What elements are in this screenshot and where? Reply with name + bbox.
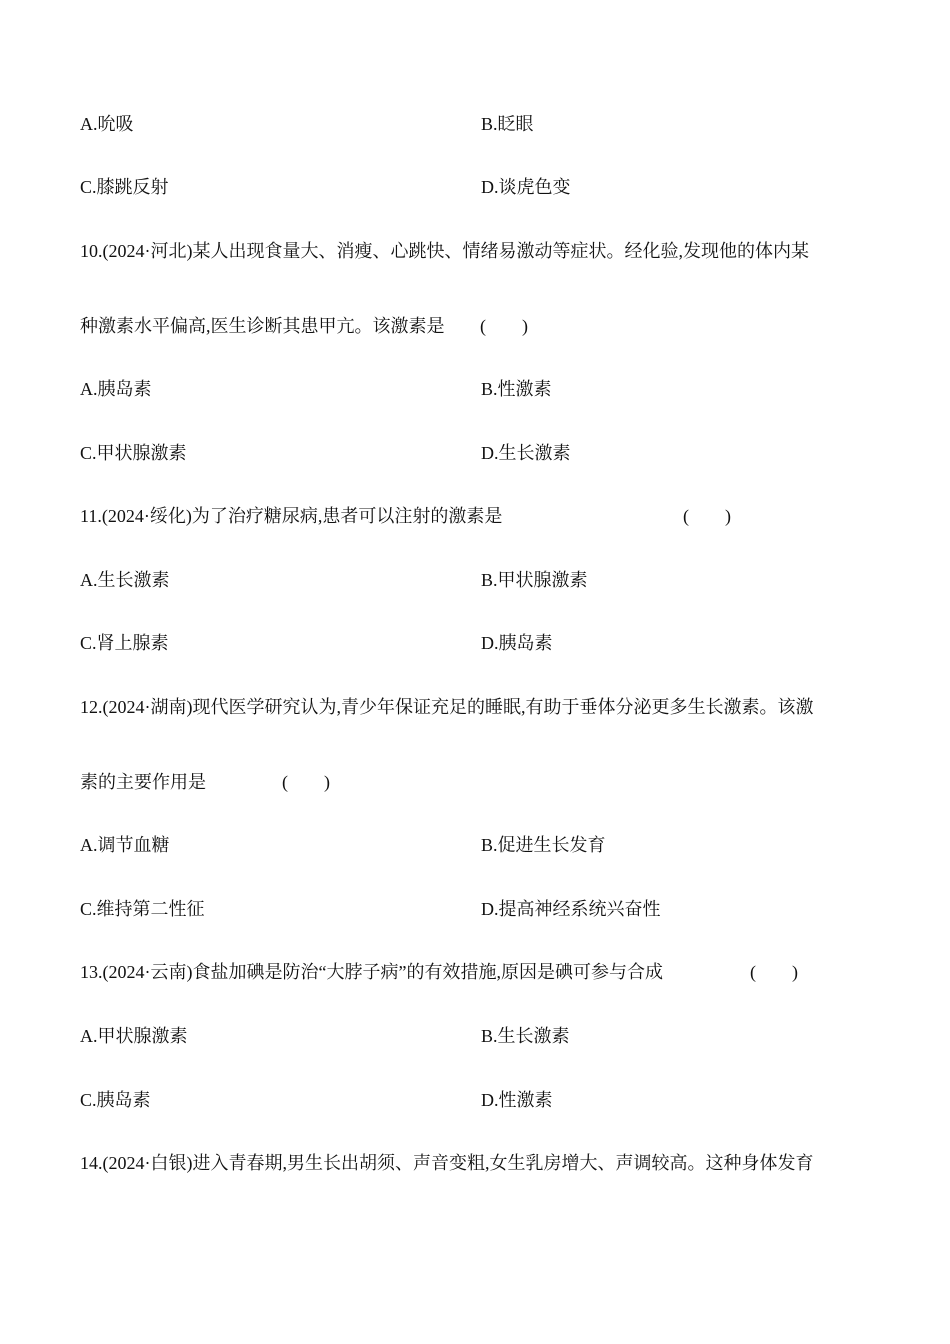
option-a: A.胰岛素: [80, 379, 152, 399]
option-c: C.维持第二性征: [80, 899, 205, 919]
answer-blank: ( ): [683, 506, 731, 526]
option-a: A.吮吸: [80, 114, 134, 134]
option-a: A.调节血糖: [80, 835, 170, 855]
question-stem-continued: 种激素水平偏高,医生诊断其患甲亢。该激素是: [80, 316, 445, 336]
option-d: D.提高神经系统兴奋性: [481, 899, 661, 919]
option-c: C.膝跳反射: [80, 177, 169, 197]
option-d: D.胰岛素: [481, 633, 553, 653]
option-b: B.性激素: [481, 379, 552, 399]
question-stem: 12.(2024·湖南)现代医学研究认为,青少年保证充足的睡眠,有助于垂体分泌更多生长激素。该激: [80, 697, 814, 717]
question-stem: 11.(2024·绥化)为了治疗糖尿病,患者可以注射的激素是: [80, 506, 503, 526]
option-b: B.促进生长发育: [481, 835, 606, 855]
answer-blank: ( ): [282, 772, 330, 792]
option-d: D.生长激素: [481, 443, 571, 463]
option-c: C.肾上腺素: [80, 633, 169, 653]
option-b: B.生长激素: [481, 1026, 570, 1046]
option-d: D.谈虎色变: [481, 177, 571, 197]
answer-blank: ( ): [480, 316, 528, 336]
option-a: A.生长激素: [80, 570, 170, 590]
option-d: D.性激素: [481, 1090, 553, 1110]
option-b: B.甲状腺激素: [481, 570, 588, 590]
question-stem: 14.(2024·白银)进入青春期,男生长出胡须、声音变粗,女生乳房增大、声调较高。这种身体发育: [80, 1153, 814, 1173]
option-c: C.甲状腺激素: [80, 443, 187, 463]
option-b: B.眨眼: [481, 114, 534, 134]
option-a: A.甲状腺激素: [80, 1026, 188, 1046]
answer-blank: ( ): [750, 962, 798, 982]
option-c: C.胰岛素: [80, 1090, 151, 1110]
question-stem-continued: 素的主要作用是: [80, 772, 206, 792]
question-stem: 10.(2024·河北)某人出现食量大、消瘦、心跳快、情绪易激动等症状。经化验,发现他的体内某: [80, 241, 809, 261]
question-stem: 13.(2024·云南)食盐加碘是防治“大脖子病”的有效措施,原因是碘可参与合成: [80, 962, 663, 982]
